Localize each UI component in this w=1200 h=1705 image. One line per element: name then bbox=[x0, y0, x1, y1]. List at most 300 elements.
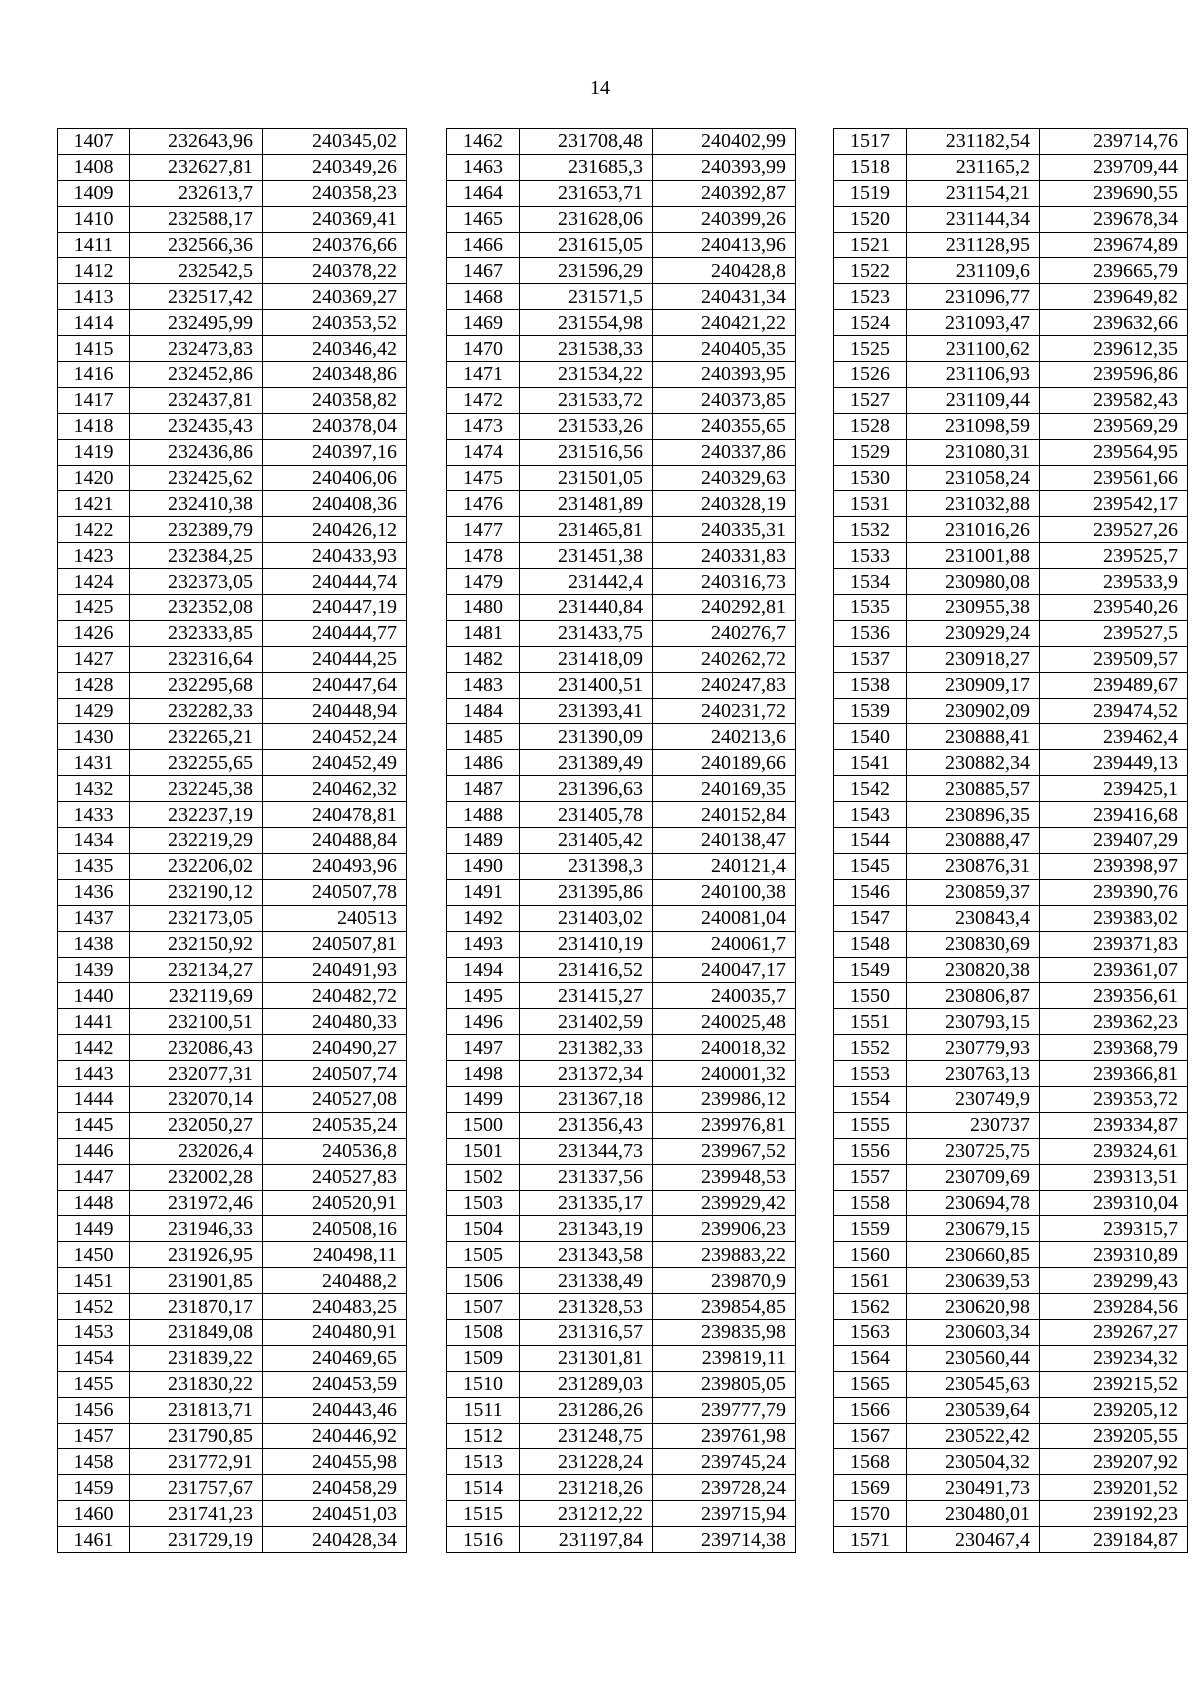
y-coordinate-cell: 239356,61 bbox=[1040, 983, 1188, 1009]
y-coordinate-cell: 240444,25 bbox=[263, 646, 407, 672]
table-row bbox=[834, 724, 1188, 750]
table-row bbox=[58, 828, 407, 854]
y-coordinate-cell: 240335,31 bbox=[653, 517, 796, 543]
y-coordinate-cell: 239819,11 bbox=[653, 1345, 796, 1371]
table-row bbox=[58, 802, 407, 828]
table-row bbox=[58, 129, 407, 155]
x-coordinate-cell: 232219,29 bbox=[130, 828, 263, 854]
x-coordinate-cell: 231849,08 bbox=[130, 1319, 263, 1345]
x-coordinate-cell: 231390,09 bbox=[520, 724, 653, 750]
x-coordinate-cell: 231343,19 bbox=[520, 1216, 653, 1242]
point-number-cell: 1469 bbox=[447, 310, 520, 336]
point-number-cell: 1519 bbox=[834, 180, 907, 206]
y-coordinate-cell: 239205,12 bbox=[1040, 1397, 1188, 1423]
table-row bbox=[447, 595, 796, 621]
x-coordinate-cell: 231433,75 bbox=[520, 620, 653, 646]
x-coordinate-cell: 231596,29 bbox=[520, 258, 653, 284]
point-number-cell: 1438 bbox=[58, 931, 130, 957]
table-row bbox=[834, 1138, 1188, 1164]
table-row bbox=[58, 776, 407, 802]
y-coordinate-cell: 239967,52 bbox=[653, 1138, 796, 1164]
point-number-cell: 1454 bbox=[58, 1345, 130, 1371]
point-number-cell: 1416 bbox=[58, 362, 130, 388]
y-coordinate-cell: 240447,64 bbox=[263, 672, 407, 698]
y-coordinate-cell: 240469,65 bbox=[263, 1345, 407, 1371]
y-coordinate-cell: 240369,41 bbox=[263, 206, 407, 232]
table-row bbox=[58, 983, 407, 1009]
x-coordinate-cell: 231058,24 bbox=[907, 465, 1040, 491]
table-row bbox=[447, 284, 796, 310]
x-coordinate-cell: 231337,56 bbox=[520, 1164, 653, 1190]
y-coordinate-cell: 240061,7 bbox=[653, 931, 796, 957]
table-row bbox=[834, 1294, 1188, 1320]
y-coordinate-cell: 240406,06 bbox=[263, 465, 407, 491]
y-coordinate-cell: 239184,87 bbox=[1040, 1527, 1188, 1553]
table-row bbox=[58, 1527, 407, 1553]
table-row bbox=[58, 1009, 407, 1035]
x-coordinate-cell: 231946,33 bbox=[130, 1216, 263, 1242]
y-coordinate-cell: 240455,98 bbox=[263, 1449, 407, 1475]
table-row bbox=[58, 543, 407, 569]
y-coordinate-cell: 239361,07 bbox=[1040, 957, 1188, 983]
point-number-cell: 1445 bbox=[58, 1112, 130, 1138]
table-row bbox=[834, 465, 1188, 491]
y-coordinate-cell: 240480,33 bbox=[263, 1009, 407, 1035]
x-coordinate-cell: 231154,21 bbox=[907, 180, 1040, 206]
y-coordinate-cell: 240527,83 bbox=[263, 1164, 407, 1190]
y-coordinate-cell: 239569,29 bbox=[1040, 413, 1188, 439]
table-row bbox=[447, 646, 796, 672]
y-coordinate-cell: 240328,19 bbox=[653, 491, 796, 517]
table-row bbox=[834, 206, 1188, 232]
table-row bbox=[58, 439, 407, 465]
y-coordinate-cell: 240081,04 bbox=[653, 905, 796, 931]
y-coordinate-cell: 239205,55 bbox=[1040, 1423, 1188, 1449]
table-row bbox=[447, 1501, 796, 1527]
x-coordinate-cell: 231382,33 bbox=[520, 1035, 653, 1061]
table-row bbox=[58, 1164, 407, 1190]
x-coordinate-cell: 231218,26 bbox=[520, 1475, 653, 1501]
point-number-cell: 1532 bbox=[834, 517, 907, 543]
x-coordinate-cell: 232452,86 bbox=[130, 362, 263, 388]
table-row bbox=[447, 828, 796, 854]
point-number-cell: 1467 bbox=[447, 258, 520, 284]
point-number-cell: 1546 bbox=[834, 879, 907, 905]
x-coordinate-cell: 230491,73 bbox=[907, 1475, 1040, 1501]
table-row bbox=[447, 672, 796, 698]
table-row bbox=[447, 258, 796, 284]
table-row bbox=[834, 750, 1188, 776]
y-coordinate-cell: 240431,34 bbox=[653, 284, 796, 310]
point-number-cell: 1476 bbox=[447, 491, 520, 517]
point-number-cell: 1513 bbox=[447, 1449, 520, 1475]
table-row bbox=[447, 1242, 796, 1268]
y-coordinate-cell: 240421,22 bbox=[653, 310, 796, 336]
y-coordinate-cell: 239368,79 bbox=[1040, 1035, 1188, 1061]
table-row bbox=[447, 750, 796, 776]
y-coordinate-cell: 240507,81 bbox=[263, 931, 407, 957]
point-number-cell: 1552 bbox=[834, 1035, 907, 1061]
table-row bbox=[834, 1035, 1188, 1061]
x-coordinate-cell: 232425,62 bbox=[130, 465, 263, 491]
y-coordinate-cell: 240376,66 bbox=[263, 232, 407, 258]
x-coordinate-cell: 231442,4 bbox=[520, 569, 653, 595]
y-coordinate-cell: 239353,72 bbox=[1040, 1086, 1188, 1112]
table-row bbox=[834, 698, 1188, 724]
x-coordinate-cell: 231653,71 bbox=[520, 180, 653, 206]
point-number-cell: 1503 bbox=[447, 1190, 520, 1216]
y-coordinate-cell: 240348,86 bbox=[263, 362, 407, 388]
point-number-cell: 1548 bbox=[834, 931, 907, 957]
table-row bbox=[834, 879, 1188, 905]
y-coordinate-cell: 240446,92 bbox=[263, 1423, 407, 1449]
table-row bbox=[58, 1112, 407, 1138]
y-coordinate-cell: 240488,2 bbox=[263, 1268, 407, 1294]
y-coordinate-cell: 240369,27 bbox=[263, 284, 407, 310]
y-coordinate-cell: 240276,7 bbox=[653, 620, 796, 646]
point-number-cell: 1457 bbox=[58, 1423, 130, 1449]
x-coordinate-cell: 231286,26 bbox=[520, 1397, 653, 1423]
table-row bbox=[58, 517, 407, 543]
point-number-cell: 1493 bbox=[447, 931, 520, 957]
point-number-cell: 1528 bbox=[834, 413, 907, 439]
y-coordinate-cell: 239267,27 bbox=[1040, 1319, 1188, 1345]
point-number-cell: 1533 bbox=[834, 543, 907, 569]
point-number-cell: 1489 bbox=[447, 828, 520, 854]
point-number-cell: 1547 bbox=[834, 905, 907, 931]
point-number-cell: 1561 bbox=[834, 1268, 907, 1294]
point-number-cell: 1437 bbox=[58, 905, 130, 931]
x-coordinate-cell: 230793,15 bbox=[907, 1009, 1040, 1035]
table-row bbox=[447, 1138, 796, 1164]
table-row bbox=[58, 905, 407, 931]
point-number-cell: 1564 bbox=[834, 1345, 907, 1371]
y-coordinate-cell: 239596,86 bbox=[1040, 362, 1188, 388]
table-row bbox=[58, 1501, 407, 1527]
x-coordinate-cell: 232495,99 bbox=[130, 310, 263, 336]
point-number-cell: 1517 bbox=[834, 129, 907, 155]
table-row bbox=[58, 491, 407, 517]
point-number-cell: 1453 bbox=[58, 1319, 130, 1345]
y-coordinate-cell: 239632,66 bbox=[1040, 310, 1188, 336]
y-coordinate-cell: 239929,42 bbox=[653, 1190, 796, 1216]
table-row bbox=[447, 1009, 796, 1035]
y-coordinate-cell: 240433,93 bbox=[263, 543, 407, 569]
y-coordinate-cell: 240491,93 bbox=[263, 957, 407, 983]
table-row bbox=[58, 362, 407, 388]
point-number-cell: 1551 bbox=[834, 1009, 907, 1035]
coordinates-table-1 bbox=[57, 128, 407, 1553]
point-number-cell: 1409 bbox=[58, 180, 130, 206]
page-number: 14 bbox=[590, 77, 610, 99]
table-row bbox=[447, 517, 796, 543]
point-number-cell: 1466 bbox=[447, 232, 520, 258]
x-coordinate-cell: 231080,31 bbox=[907, 439, 1040, 465]
point-number-cell: 1510 bbox=[447, 1371, 520, 1397]
point-number-cell: 1559 bbox=[834, 1216, 907, 1242]
x-coordinate-cell: 232627,81 bbox=[130, 154, 263, 180]
point-number-cell: 1419 bbox=[58, 439, 130, 465]
point-number-cell: 1479 bbox=[447, 569, 520, 595]
table-row bbox=[447, 1268, 796, 1294]
table-row bbox=[58, 1061, 407, 1087]
x-coordinate-cell: 230888,47 bbox=[907, 828, 1040, 854]
x-coordinate-cell: 231109,6 bbox=[907, 258, 1040, 284]
y-coordinate-cell: 239728,24 bbox=[653, 1475, 796, 1501]
point-number-cell: 1452 bbox=[58, 1294, 130, 1320]
table-row bbox=[447, 543, 796, 569]
y-coordinate-cell: 239215,52 bbox=[1040, 1371, 1188, 1397]
table-row bbox=[447, 336, 796, 362]
y-coordinate-cell: 239324,61 bbox=[1040, 1138, 1188, 1164]
point-number-cell: 1491 bbox=[447, 879, 520, 905]
table-row bbox=[58, 879, 407, 905]
y-coordinate-cell: 240373,85 bbox=[653, 387, 796, 413]
y-coordinate-cell: 240213,6 bbox=[653, 724, 796, 750]
point-number-cell: 1509 bbox=[447, 1345, 520, 1371]
table-row bbox=[58, 1268, 407, 1294]
x-coordinate-cell: 231839,22 bbox=[130, 1345, 263, 1371]
point-number-cell: 1537 bbox=[834, 646, 907, 672]
x-coordinate-cell: 230725,75 bbox=[907, 1138, 1040, 1164]
table-row bbox=[447, 465, 796, 491]
y-coordinate-cell: 240452,49 bbox=[263, 750, 407, 776]
point-number-cell: 1470 bbox=[447, 336, 520, 362]
x-coordinate-cell: 231289,03 bbox=[520, 1371, 653, 1397]
table-row bbox=[834, 828, 1188, 854]
point-number-cell: 1518 bbox=[834, 154, 907, 180]
table-row bbox=[834, 802, 1188, 828]
y-coordinate-cell: 240349,26 bbox=[263, 154, 407, 180]
y-coordinate-cell: 239649,82 bbox=[1040, 284, 1188, 310]
x-coordinate-cell: 231757,67 bbox=[130, 1475, 263, 1501]
x-coordinate-cell: 231534,22 bbox=[520, 362, 653, 388]
y-coordinate-cell: 240316,73 bbox=[653, 569, 796, 595]
point-number-cell: 1421 bbox=[58, 491, 130, 517]
x-coordinate-cell: 230480,01 bbox=[907, 1501, 1040, 1527]
point-number-cell: 1511 bbox=[447, 1397, 520, 1423]
y-coordinate-cell: 240169,35 bbox=[653, 776, 796, 802]
x-coordinate-cell: 232245,38 bbox=[130, 776, 263, 802]
point-number-cell: 1525 bbox=[834, 336, 907, 362]
x-coordinate-cell: 231813,71 bbox=[130, 1397, 263, 1423]
point-number-cell: 1527 bbox=[834, 387, 907, 413]
y-coordinate-cell: 240025,48 bbox=[653, 1009, 796, 1035]
table-row bbox=[58, 672, 407, 698]
x-coordinate-cell: 232255,65 bbox=[130, 750, 263, 776]
point-number-cell: 1492 bbox=[447, 905, 520, 931]
point-number-cell: 1500 bbox=[447, 1112, 520, 1138]
point-number-cell: 1447 bbox=[58, 1164, 130, 1190]
table-row bbox=[447, 1190, 796, 1216]
point-number-cell: 1498 bbox=[447, 1061, 520, 1087]
x-coordinate-cell: 230980,08 bbox=[907, 569, 1040, 595]
table-row bbox=[58, 595, 407, 621]
y-coordinate-cell: 240490,27 bbox=[263, 1035, 407, 1061]
y-coordinate-cell: 240426,12 bbox=[263, 517, 407, 543]
x-coordinate-cell: 231228,24 bbox=[520, 1449, 653, 1475]
y-coordinate-cell: 239527,5 bbox=[1040, 620, 1188, 646]
point-number-cell: 1480 bbox=[447, 595, 520, 621]
table-row bbox=[447, 569, 796, 595]
point-number-cell: 1526 bbox=[834, 362, 907, 388]
y-coordinate-cell: 239192,23 bbox=[1040, 1501, 1188, 1527]
point-number-cell: 1504 bbox=[447, 1216, 520, 1242]
x-coordinate-cell: 231533,26 bbox=[520, 413, 653, 439]
y-coordinate-cell: 239416,68 bbox=[1040, 802, 1188, 828]
table-row bbox=[447, 698, 796, 724]
table-row bbox=[447, 1345, 796, 1371]
point-number-cell: 1436 bbox=[58, 879, 130, 905]
point-number-cell: 1463 bbox=[447, 154, 520, 180]
point-number-cell: 1545 bbox=[834, 853, 907, 879]
x-coordinate-cell: 230779,93 bbox=[907, 1035, 1040, 1061]
y-coordinate-cell: 239745,24 bbox=[653, 1449, 796, 1475]
table-row bbox=[834, 336, 1188, 362]
point-number-cell: 1415 bbox=[58, 336, 130, 362]
y-coordinate-cell: 240358,23 bbox=[263, 180, 407, 206]
x-coordinate-cell: 231741,23 bbox=[130, 1501, 263, 1527]
y-coordinate-cell: 240405,35 bbox=[653, 336, 796, 362]
table-row bbox=[58, 646, 407, 672]
y-coordinate-cell: 240358,82 bbox=[263, 387, 407, 413]
table-row bbox=[58, 180, 407, 206]
x-coordinate-cell: 231901,85 bbox=[130, 1268, 263, 1294]
point-number-cell: 1417 bbox=[58, 387, 130, 413]
x-coordinate-cell: 230539,64 bbox=[907, 1397, 1040, 1423]
x-coordinate-cell: 231100,62 bbox=[907, 336, 1040, 362]
table-row bbox=[447, 1527, 796, 1553]
table-row bbox=[834, 1397, 1188, 1423]
x-coordinate-cell: 231128,95 bbox=[907, 232, 1040, 258]
table-row bbox=[58, 750, 407, 776]
x-coordinate-cell: 231212,22 bbox=[520, 1501, 653, 1527]
y-coordinate-cell: 239835,98 bbox=[653, 1319, 796, 1345]
table-row bbox=[834, 1501, 1188, 1527]
table-row bbox=[447, 1112, 796, 1138]
table-row bbox=[834, 543, 1188, 569]
table-row bbox=[447, 1423, 796, 1449]
x-coordinate-cell: 231093,47 bbox=[907, 310, 1040, 336]
x-coordinate-cell: 230603,34 bbox=[907, 1319, 1040, 1345]
y-coordinate-cell: 239313,51 bbox=[1040, 1164, 1188, 1190]
y-coordinate-cell: 239690,55 bbox=[1040, 180, 1188, 206]
y-coordinate-cell: 239207,92 bbox=[1040, 1449, 1188, 1475]
point-number-cell: 1486 bbox=[447, 750, 520, 776]
table-row bbox=[447, 232, 796, 258]
table-row bbox=[834, 258, 1188, 284]
y-coordinate-cell: 239398,97 bbox=[1040, 853, 1188, 879]
table-row bbox=[447, 491, 796, 517]
x-coordinate-cell: 231344,73 bbox=[520, 1138, 653, 1164]
table-row bbox=[834, 595, 1188, 621]
point-number-cell: 1522 bbox=[834, 258, 907, 284]
point-number-cell: 1412 bbox=[58, 258, 130, 284]
x-coordinate-cell: 230806,87 bbox=[907, 983, 1040, 1009]
point-number-cell: 1531 bbox=[834, 491, 907, 517]
x-coordinate-cell: 231405,42 bbox=[520, 828, 653, 854]
table-row bbox=[58, 1035, 407, 1061]
point-number-cell: 1425 bbox=[58, 595, 130, 621]
table-row bbox=[447, 1475, 796, 1501]
point-number-cell: 1439 bbox=[58, 957, 130, 983]
y-coordinate-cell: 240535,24 bbox=[263, 1112, 407, 1138]
point-number-cell: 1560 bbox=[834, 1242, 907, 1268]
table-row bbox=[834, 672, 1188, 698]
point-number-cell: 1514 bbox=[447, 1475, 520, 1501]
y-coordinate-cell: 240138,47 bbox=[653, 828, 796, 854]
y-coordinate-cell: 240231,72 bbox=[653, 698, 796, 724]
table-row bbox=[58, 1294, 407, 1320]
x-coordinate-cell: 230763,13 bbox=[907, 1061, 1040, 1087]
point-number-cell: 1534 bbox=[834, 569, 907, 595]
table-row bbox=[834, 1475, 1188, 1501]
table-row bbox=[58, 620, 407, 646]
y-coordinate-cell: 240443,46 bbox=[263, 1397, 407, 1423]
x-coordinate-cell: 230737 bbox=[907, 1112, 1040, 1138]
table-row bbox=[58, 1242, 407, 1268]
y-coordinate-cell: 240047,17 bbox=[653, 957, 796, 983]
point-number-cell: 1555 bbox=[834, 1112, 907, 1138]
x-coordinate-cell: 232437,81 bbox=[130, 387, 263, 413]
y-coordinate-cell: 239561,66 bbox=[1040, 465, 1188, 491]
y-coordinate-cell: 239870,9 bbox=[653, 1268, 796, 1294]
x-coordinate-cell: 231396,63 bbox=[520, 776, 653, 802]
table-row bbox=[447, 879, 796, 905]
y-coordinate-cell: 239714,76 bbox=[1040, 129, 1188, 155]
point-number-cell: 1458 bbox=[58, 1449, 130, 1475]
x-coordinate-cell: 230902,09 bbox=[907, 698, 1040, 724]
y-coordinate-cell: 239542,17 bbox=[1040, 491, 1188, 517]
y-coordinate-cell: 240408,36 bbox=[263, 491, 407, 517]
point-number-cell: 1432 bbox=[58, 776, 130, 802]
y-coordinate-cell: 239883,22 bbox=[653, 1242, 796, 1268]
table-row bbox=[447, 1294, 796, 1320]
table-row bbox=[58, 1319, 407, 1345]
y-coordinate-cell: 239299,43 bbox=[1040, 1268, 1188, 1294]
x-coordinate-cell: 231465,81 bbox=[520, 517, 653, 543]
point-number-cell: 1563 bbox=[834, 1319, 907, 1345]
table-row bbox=[58, 465, 407, 491]
point-number-cell: 1472 bbox=[447, 387, 520, 413]
table-row bbox=[834, 957, 1188, 983]
y-coordinate-cell: 239234,32 bbox=[1040, 1345, 1188, 1371]
point-number-cell: 1521 bbox=[834, 232, 907, 258]
y-coordinate-cell: 240520,91 bbox=[263, 1190, 407, 1216]
table-row bbox=[58, 232, 407, 258]
y-coordinate-cell: 239310,89 bbox=[1040, 1242, 1188, 1268]
x-coordinate-cell: 232333,85 bbox=[130, 620, 263, 646]
y-coordinate-cell: 240413,96 bbox=[653, 232, 796, 258]
table-row bbox=[58, 258, 407, 284]
table-row bbox=[834, 1423, 1188, 1449]
x-coordinate-cell: 231418,09 bbox=[520, 646, 653, 672]
table-row bbox=[447, 1397, 796, 1423]
table-row bbox=[834, 1371, 1188, 1397]
table-row bbox=[834, 1449, 1188, 1475]
point-number-cell: 1483 bbox=[447, 672, 520, 698]
point-number-cell: 1558 bbox=[834, 1190, 907, 1216]
point-number-cell: 1418 bbox=[58, 413, 130, 439]
table-row bbox=[834, 1319, 1188, 1345]
table-row bbox=[834, 983, 1188, 1009]
x-coordinate-cell: 231410,19 bbox=[520, 931, 653, 957]
point-number-cell: 1508 bbox=[447, 1319, 520, 1345]
table-row bbox=[834, 646, 1188, 672]
x-coordinate-cell: 230918,27 bbox=[907, 646, 1040, 672]
x-coordinate-cell: 231685,3 bbox=[520, 154, 653, 180]
x-coordinate-cell: 231416,52 bbox=[520, 957, 653, 983]
